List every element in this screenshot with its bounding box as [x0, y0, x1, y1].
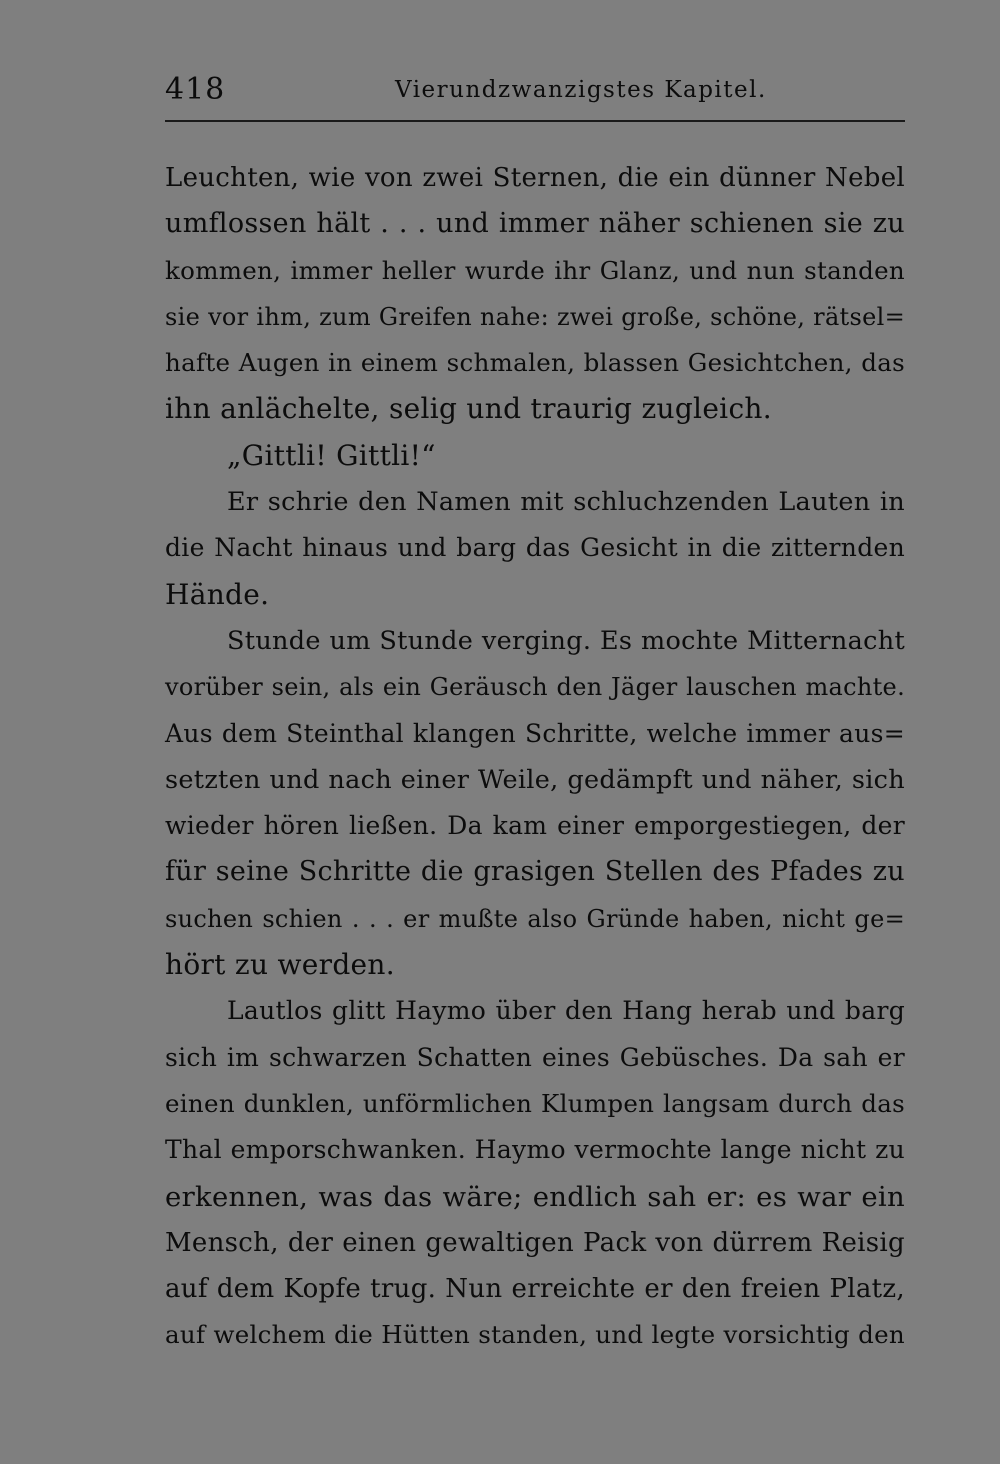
text-line: Hände.	[165, 577, 270, 611]
text-line: Er schrie den Namen mit schluchzenden Lauten in	[227, 487, 905, 518]
text-line: Mensch, der einen gewaltigen Pack von dürrem Reisig	[165, 1227, 905, 1258]
text-line: erkennen, was das wäre; endlich sah er: es war ein	[165, 1180, 905, 1213]
text-line: hört zu werden.	[165, 948, 395, 982]
text-line: Leuchten, wie von zwei Sternen, die ein dünner Nebel	[165, 163, 905, 193]
text-line: kommen, immer heller wurde ihr Glanz, und nun standen	[165, 255, 905, 285]
page-number: 418	[165, 72, 226, 107]
text-line: Aus dem Steinthal klangen Schritte, welche immer aus=	[165, 718, 905, 748]
text-line: „Gittli! Gittli!“	[227, 438, 436, 472]
text-line: Thal emporschwanken. Haymo vermochte lange nicht zu	[165, 1135, 905, 1165]
header-rule	[165, 120, 905, 122]
text-line: sie vor ihm, zum Greifen nahe: zwei große, schöne, rätsel=	[165, 302, 905, 331]
text-line: setzten und nach einer Weile, gedämpft und näher, sich	[165, 764, 905, 795]
text-line: Lautlos glitt Haymo über den Hang herab und barg	[227, 996, 905, 1026]
text-line: sich im schwarzen Schatten eines Gebüsches. Da sah er	[165, 1042, 905, 1072]
text-line: auf welchem die Hütten standen, und legte vorsichtig den	[165, 1320, 905, 1350]
text-line: auf dem Kopfe trug. Nun erreichte er den freien Platz,	[165, 1274, 905, 1305]
body-text	[165, 155, 905, 1359]
text-line: ihn anlächelte, selig und traurig zugleich.	[165, 392, 772, 426]
text-line: hafte Augen in einem schmalen, blassen Gesichtchen, das	[165, 348, 905, 378]
running-head: Vierundzwanzigstes Kapitel.	[395, 77, 767, 103]
text-line: für seine Schritte die grasigen Stellen des Pfades zu	[165, 856, 905, 888]
text-line: einen dunklen, unförmlichen Klumpen langsam durch das	[165, 1088, 905, 1118]
text-line: Stunde um Stunde verging. Es mochte Mitternacht	[227, 625, 905, 656]
text-line: suchen schien . . . er mußte also Gründe haben, nicht ge=	[165, 904, 905, 933]
page-header	[165, 72, 905, 108]
text-line: vorüber sein, als ein Geräusch den Jäger lauschen machte.	[165, 673, 905, 702]
text-line: umflossen hält . . . und immer näher schienen sie zu	[165, 208, 905, 240]
text-line: die Nacht hinaus und barg das Gesicht in die zitternden	[165, 533, 905, 563]
text-line: wieder hören ließen. Da kam einer emporgestiegen, der	[165, 811, 905, 841]
